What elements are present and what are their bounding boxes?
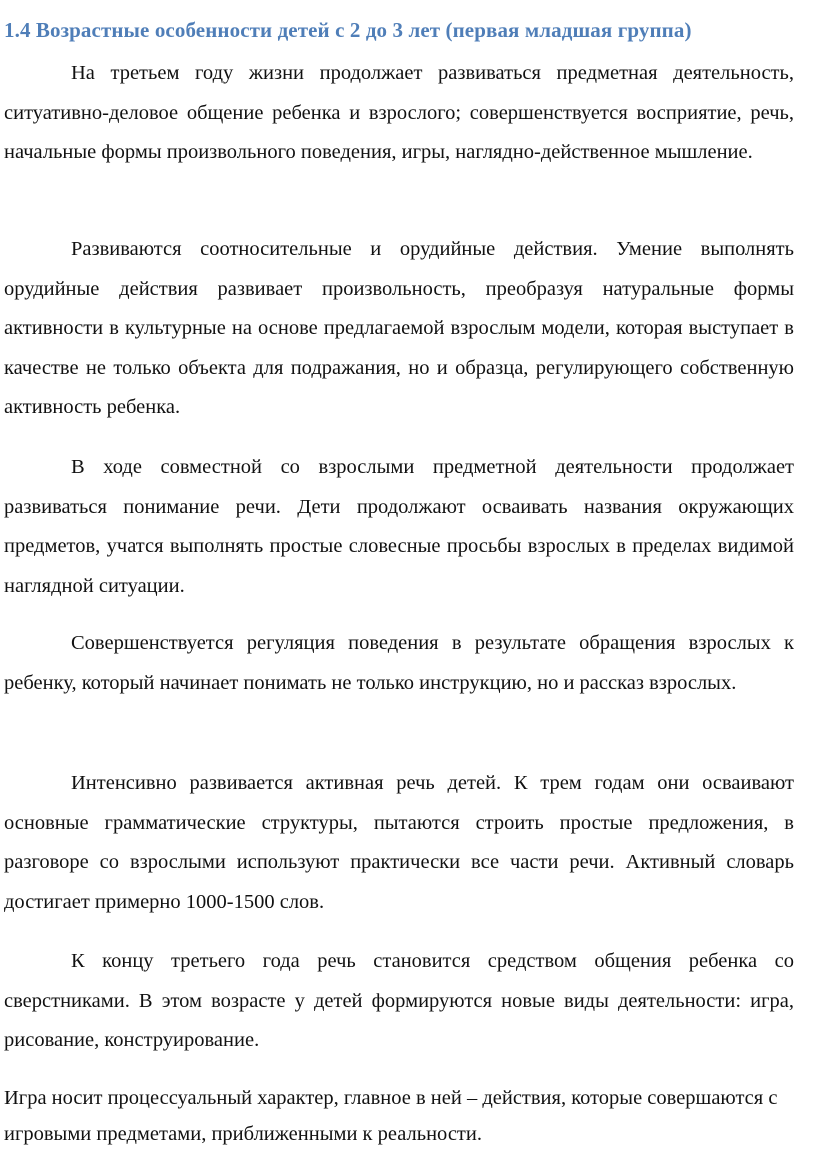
paragraph-third-year-development: На третьем году жизни продолжает развиваться предметная деятельность, ситуативно-деловое общение ребенка и взрослого; совершенствуется восприятие, речь, начальные формы произвольного поведения, игры, наглядно-действенное мышление. [4, 62, 794, 163]
paragraph-play-character: Игра носит процессуальный характер, главное в ней – действия, которые совершаются с игровыми предметами, приближенными к реальности. [4, 1087, 778, 1145]
paragraph-instrumental-actions: Развиваются соотносительные и орудийные действия. Умение выполнять орудийные действия развивает произвольность, преобразуя натуральные формы активности в культурные на основе предлагаемой взрослым модели, которая выступает в качестве не только объекта для подражания, но и образца, регулирующего собственную активность ребенка. [4, 238, 794, 418]
section-heading: 1.4 Возрастные особенности детей с 2 до 3 лет (первая младшая группа) [4, 18, 692, 42]
paragraph-behavior-regulation: Совершенствуется регуляция поведения в результате обращения взрослых к ребенку, который начинает понимать не только инструкцию, но и рассказ взрослых. [4, 632, 794, 694]
paragraph-speech-understanding: В ходе совместной со взрослыми предметной деятельности продолжает развиваться понимание речи. Дети продолжают осваивать названия окружающих предметов, учатся выполнять простые словесные просьбы взрослых в пределах видимой наглядной ситуации. [4, 456, 794, 597]
paragraph-new-activities: К концу третьего года речь становится средством общения ребенка со сверстниками. В этом возрасте у детей формируются новые виды деятельности: игра, рисование, конструирование. [4, 950, 794, 1051]
paragraph-active-speech: Интенсивно развивается активная речь детей. К трем годам они осваивают основные грамматические структуры, пытаются строить простые предложения, в разговоре со взрослыми используют практически все части речи. Активный словарь достигает примерно 1000-1500 слов. [4, 772, 794, 913]
